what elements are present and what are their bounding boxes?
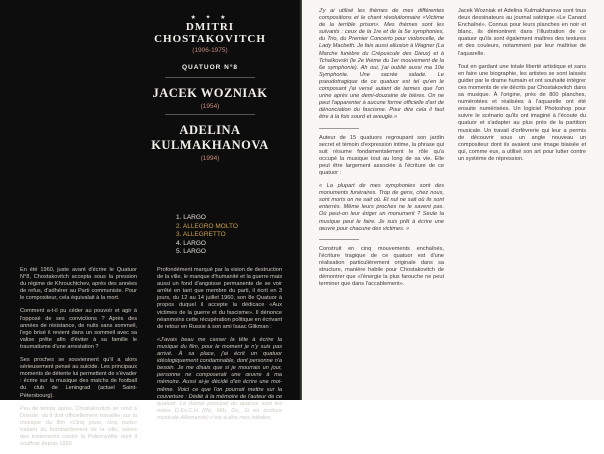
- separator-dash: [319, 239, 359, 240]
- paragraph: Peu de temps après, Chostakovitch se rend à Dresde, où il doit officiellement travailler sur la musique du film «Cinq jours, cinq nuits» traitant du bombardement de la ville, suivre des traitements contre la Poliomyélite dont il souffrait depuis 1959.: [20, 405, 137, 448]
- paragraph: «J'avais beau me casser la tête à écrire la musique du film, pour le moment je n'y suis pas arrivé. À sa place, j'ai écrit un quatuor idéologiquement condamnable, dont personne n'a besoin. Je me disais que si je mourrais un jour, personne ne composerait une œuvre à ma mémoire. Aussi ai-je décidé d'en écrire une moi-même. Voici ce que l'on pourrait mettre sur la couverture : Dédié à la mémoire de l'auteur de ce quatuor. Le thème principal du quatuor sont les notes D.Es.C.H (Ré, Mib, Do, Si en écriture musicale Allemande) c'est-à-dire mes initiales.: [157, 336, 282, 421]
- performer2-name: ADELINA KULMAKHANOVA: [151, 123, 269, 152]
- paragraph: Comment a-t-il pu céder au pouvoir et agir à l'opposé de ses convictions ? Après des années de résistance, de nuits sans sommeil, l'ego brisé il revient dans un sommeil avec sa valise prête afin d'éviter à sa famille le traumatisme d'une arrestation ?: [20, 308, 137, 350]
- movement-item: 3. ALLEGRETTO: [176, 231, 226, 238]
- divider: [165, 77, 255, 78]
- paragraph: En été 1960, juste avant d'écrire le Quatuor N°8, Chostakovitch accepta sous la pression du régime de Khrouchtchev, après des années de refus, d'adhérer au Parti communiste. Pour le compositeur, cela équivalait à la mort.: [20, 267, 137, 302]
- star-ornament: ★ ✦ ★: [190, 15, 230, 21]
- work-title: QUATUOR N°8: [181, 64, 239, 71]
- text-column-4: [458, 8, 586, 169]
- paragraph: Construit en cinq mouvements enchaînés, l'écriture tragique de ce quatuor est d'une réalisation particulièrement originale dans sa structure, manière habile pour Chostakovitch de démontrer que «l'énergie la plus farouche ne peut terminer que dans l'accablement».: [319, 245, 444, 288]
- left-page: [0, 0, 302, 448]
- paragraph: « La plupart de mes symphonies sont des monuments funéraires. Trop de gens, chez nous, sont morts on ne sait où. Et nul ne sait où ils sont enterrés. Même leurs proches ne le savent pas. Où peut-on leur ériger un monument ? Seule la musique peut le faire. Je suis prêt à écrire une œuvre pour chacune des victimes. »: [319, 183, 444, 232]
- text-column-1: [20, 267, 137, 454]
- paragraph: Tout en gardant une totale liberté artistique et sans en faire une biographie, les artistes se sont laissés guider par le drame humain et ont souhaité intégrer ces moments de vie décrits par Chostakovitch dans sa musique. À l'origine, près de 800 planches, numérotées et réalisées à l'aquarelle ont été ensuite numérisées. Un logiciel Photoshop pour suivre le scénario qu'ils ont imaginé à l'écoute du quatuor et s'adapter au plus près de la partition musicale. Un travail d'orfèvrerie qui leur a permis de découvrir sous un angle nouveau un compositeur dont ils avaient une image biaisée et qui, comme eux, a utilisé son art pour lutter contre un système de répression.: [458, 63, 586, 162]
- composer-last-name: CHOSTAKOVITCH: [154, 33, 266, 45]
- performer1-dates: (1954): [200, 103, 220, 110]
- movement-item: 2. ALLEGRO MOLTO: [176, 222, 238, 230]
- performer2-dates: (1994): [200, 155, 220, 162]
- movement-item: 1. LARGO: [176, 214, 206, 221]
- separator-dash: [319, 128, 359, 129]
- composer-dates: (1906-1975): [192, 47, 228, 54]
- paragraph: Ses proches se souviennent qu'il a alors sérieusement pensé au suicide. Les principaux moments de détente lui permettent de s'évader : écrire sur la musique des matchs de football du club de Leningrad (actuel Saint-Pétersbourg).: [20, 357, 137, 399]
- movement-item: 4. LARGO: [176, 239, 206, 247]
- text-column-3: [319, 8, 444, 294]
- divider: [165, 114, 255, 115]
- right-page: [302, 0, 604, 400]
- program-header: [130, 14, 290, 162]
- movement-item: 5. LARGO: [176, 248, 206, 255]
- movement-list: [176, 214, 256, 257]
- text-column-2: [157, 267, 282, 428]
- performer1-name: JACEK WOZNIAK: [152, 86, 268, 100]
- paragraph: Profondément marqué par la vision de destruction de la ville, le manque d'humanité et la guerre mais aussi un fond d'angoisse permanente de se voir arrêté en tant que membre du parti, il écrit en 3 jours, du 12 au 14 juillet 1960, son 8e Quatuor à propos duquel il accepte la dédicace «Aux victimes de la guerre et du fascisme». Il dénonce néanmoins cette récupération politique en écrivant de retour en Russie à son ami Isaac Glikman :: [157, 267, 283, 330]
- paragraph: Jacek Wozniak et Adelina Kulmakhanova sont tous deux dessinateurs au journal satirique «Le Canard Enchaîné». Connus pour leurs planches en noir et blanc, ils démontrent dans l'illustration de ce quatuor qu'ils sont également maîtres des textures et des couleurs, notamment par leur maîtrise de l'aquarelle.: [458, 8, 586, 57]
- composer-first-name: DMITRI: [185, 21, 235, 33]
- paragraph: Auteur de 15 quatuors regroupant son jardin secret et témoin d'expression intime, la phrase qui suit résume fondamentalement le rôle qu'a occupé la musique tout au long de sa vie. Elle peut être largement associée à l'écriture de ce quatuor :: [319, 134, 444, 176]
- paragraph: J'y ai utilisé les thèmes de mes différentes compositions et le chant révolutionnaire «Victime de la terrible prison». Mes thèmes sont les suivants : ceux de la 1re et de la 5e symphonies, du Trio, du Premier Concerto pour violoncelle, de Lady Macbeth. Je fais aussi allusion à Wagner (La Marche funèbre du Crépuscule des Dieux) et à Tchaïkovski (le 2e thème du 1er mouvement de la 6e symphonie). Ah oui, j'ai oublié aussi ma 10e Symphonie. Une sacrée salade. Le pseudotragique de ce quatuor est tel qu'en le composant j'ai versé autant de larmes que l'on urine après une demi-douzaine de bières. On ne peut l'apparenter à aucune forme officielle d'art de dénonciation du fascisme. Pour dire cela il faut être à la fois sourd et aveugle.»: [319, 8, 444, 121]
